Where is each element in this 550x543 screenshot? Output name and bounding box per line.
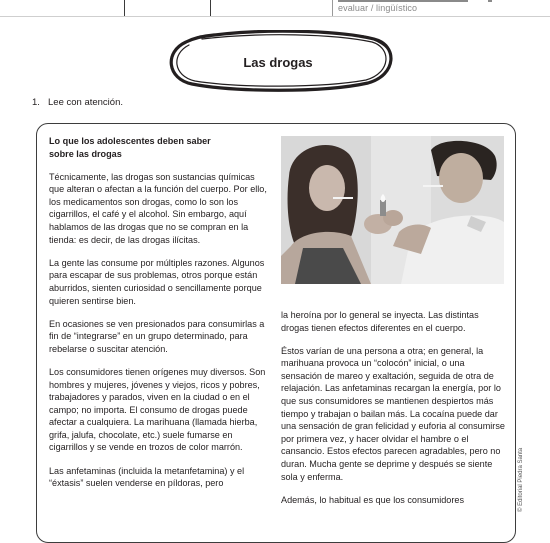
header-divider — [332, 0, 333, 16]
article-left-column — [49, 135, 269, 500]
header-divider — [124, 0, 125, 16]
header-rule — [338, 0, 468, 2]
article-heading-line: Lo que los adolescentes deben saber — [49, 136, 211, 146]
article-paragraph: Las anfetaminas (incluida la metanfetamina) y el “éxtasis” suelen venderse en píldoras, pero — [49, 465, 245, 489]
header-rule — [488, 0, 492, 2]
article-heading-line: sobre las drogas — [49, 148, 122, 159]
article-paragraph: Éstos varían de una persona a otra; en general, la marihuana provoca un “colocón” inicial, o una sensación de mareo y exaltación, seguida de otra de relajación. Las anfetaminas recargan la energía, por lo que sus consumidores se mantienen despiertos más tiempo y trabajan o bailan más. La cocaína puede dar una sensación de gran felicidad y euforia al consumirse por primera vez, y hacer olvidar el hambre o el cansancio. Estos efectos parecen agradables, pero no duran. Mucha gente se deprime y después se siente sola y enferma. — [281, 345, 505, 482]
header-divider — [210, 0, 211, 16]
header-subtitle: evaluar / lingüístico — [338, 3, 418, 13]
instruction-text: Lee con atención. — [48, 97, 124, 108]
article-paragraph: la heroína por lo general se inyecta. Las distintas drogas tienen efectos diferentes en el cuerpo. — [281, 310, 479, 333]
page-header-strip — [0, 0, 550, 16]
article-heading — [49, 135, 269, 160]
article-photo — [281, 136, 504, 284]
article-paragraph: Los consumidores tienen orígenes muy diversos. Son hombres y mujeres, jóvenes y viejos, ricos y pobres, trabajadores y parados, viven en la ciudad o en el campo; no importa. El consumo de drogas puede afectar a cualquiera. La marihuana (llamada hierba, grifa, jalufa, chocolate, etc.) suele fumarse en cigarrillos y se vende en trozos de color marrón. — [49, 366, 266, 453]
teens-smoking-photo — [281, 136, 504, 284]
article-paragraph: Técnicamente, las drogas son sustancias químicas que alteran o afectan a la función del cuerpo. Por ello, los medicamentos son drogas, como lo son los cigarrillos, el café y el alcohol. Sin embargo, aquí hablamos de las drogas que no se compran en la tienda: es decir, de las drogas ilícitas. — [49, 171, 267, 245]
header-bottom-rule — [0, 16, 550, 17]
publisher-credit: © Editorial Piedra Santa — [518, 447, 524, 512]
article-paragraph: En ocasiones se ven presionados para consumirlas a fin de “integrarse” en un grupo determinado, para rebelarse o suscitar atención. — [49, 318, 265, 354]
instruction-number: 1. — [32, 97, 40, 108]
article-paragraph: Además, lo habitual es que los consumidores — [281, 494, 464, 505]
page-title: Las drogas — [243, 55, 313, 70]
title-badge — [162, 30, 394, 92]
article-right-column — [281, 309, 505, 517]
article-paragraph: La gente las consume por múltiples razones. Algunos para escapar de sus problemas, otros porque están aburridos, sienten curiosidad o sencillamente porque quieren sentirse bien. — [49, 257, 265, 306]
instruction — [32, 97, 123, 108]
